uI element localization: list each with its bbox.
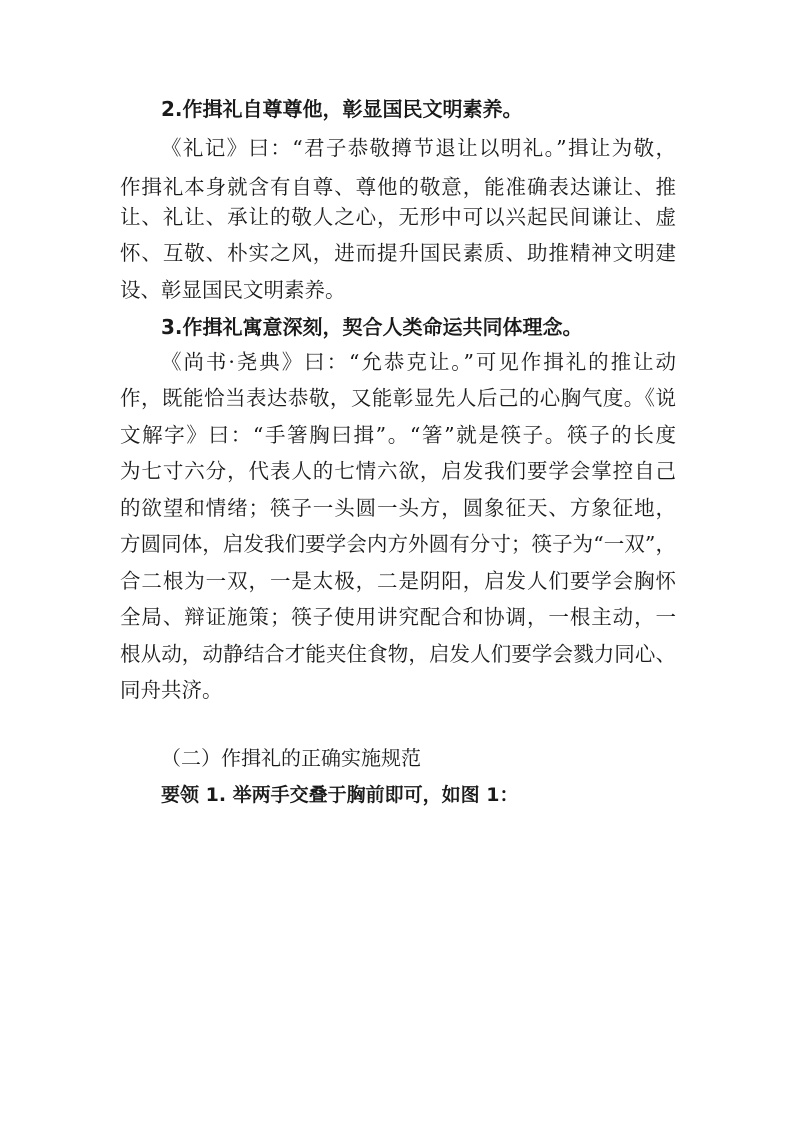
- paragraph-line: 《尚书·尧典》曰：“允恭克让。”可见作揖礼的推让动: [161, 350, 676, 374]
- paragraph-line: 作揖礼本身就含有自尊、尊他的敬意，能准确表达谦让、推: [120, 175, 676, 199]
- paragraph-line: 全局、辩证施策；筷子使用讲究配合和协调，一根主动，一: [120, 605, 676, 629]
- section-2-heading: 2.作揖礼自尊尊他，彰显国民文明素养。: [161, 97, 523, 121]
- paragraph-line: 方圆同体，启发我们要学会内方外圆有分寸；筷子为“一双”，: [120, 532, 676, 556]
- point-1-heading: 要领 1. 举两手交叠于胸前即可，如图 1：: [161, 784, 519, 806]
- paragraph-line: 让、礼让、承让的敬人之心，无形中可以兴起民间谦让、虚: [120, 205, 676, 229]
- paragraph-line: 《礼记》曰：“君子恭敬撙节退让以明礼。”揖让为敬，: [161, 136, 676, 160]
- paragraph-line: 同舟共济。: [120, 678, 223, 702]
- paragraph-line: 的欲望和情绪；筷子一头圆一头方，圆象征天、方象征地，: [120, 496, 676, 520]
- paragraph-line: 怀、互敬、朴实之风，进而提升国民素质、助推精神文明建: [120, 241, 676, 265]
- subsection-title: （二）作揖礼的正确实施规范: [161, 746, 421, 770]
- paragraph-line: 根从动，动静结合才能夹住食物，启发人们要学会戮力同心、: [120, 642, 676, 666]
- paragraph-line: 为七寸六分，代表人的七情六欲，启发我们要学会掌控自己: [120, 459, 676, 483]
- paragraph-line: 作，既能恰当表达恭敬，又能彰显先人后己的心胸气度。《说: [120, 386, 676, 410]
- paragraph-line: 合二根为一双，一是太极，二是阴阳，启发人们要学会胸怀: [120, 569, 676, 593]
- paragraph-line: 设、彰显国民文明素养。: [120, 278, 346, 302]
- paragraph-line: 文解字》曰：“手箸胸曰揖”。“箸”就是筷子。筷子的长度: [120, 423, 676, 447]
- section-3-heading: 3.作揖礼寓意深刻，契合人类命运共同体理念。: [161, 315, 583, 339]
